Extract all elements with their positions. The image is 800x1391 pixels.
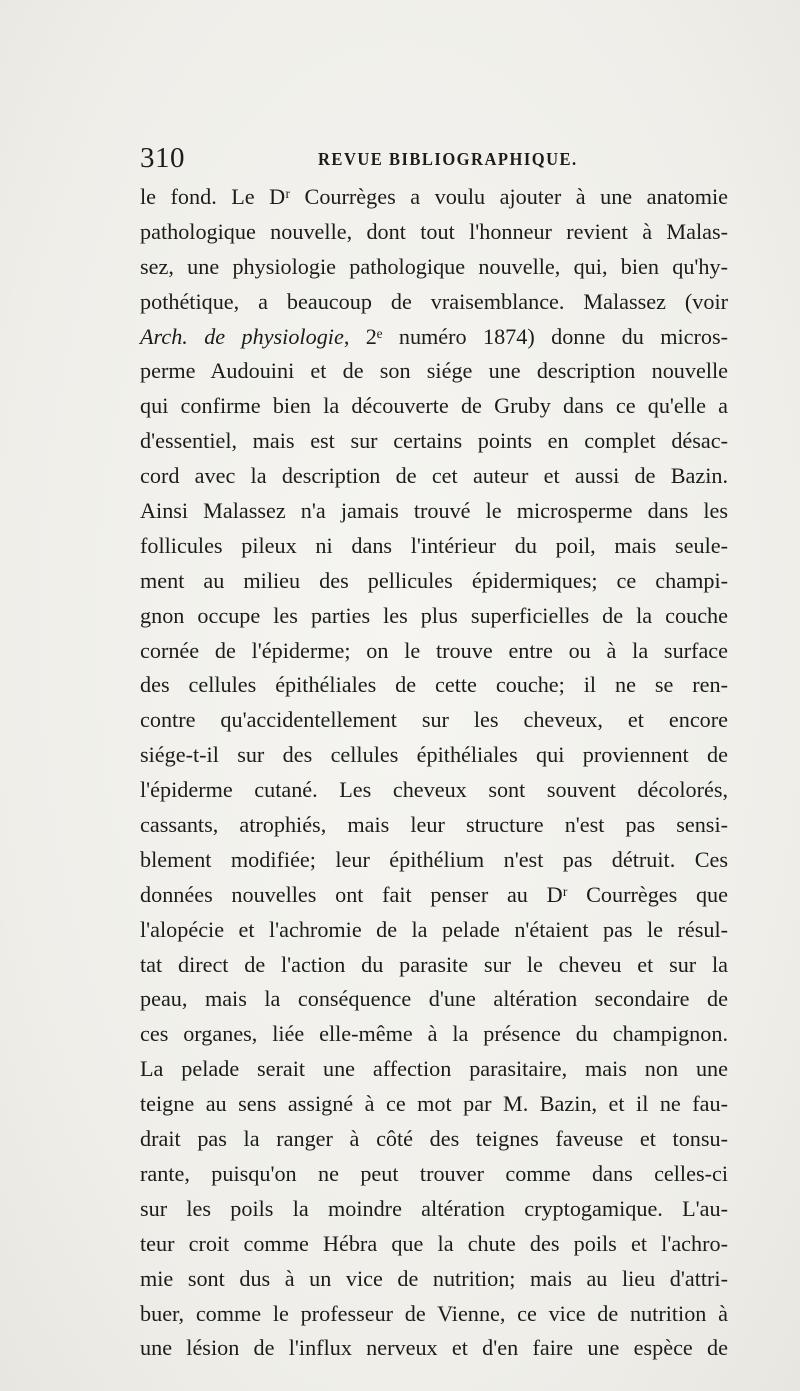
text-line: pathologique nouvelle, dont tout l'honneur revient à Malas- <box>140 218 728 244</box>
text-line: follicules pileux ni dans l'intérieur du poil, mais seule- <box>140 532 728 558</box>
text-line: peau, mais la conséquence d'une altération secondaire de <box>140 986 728 1012</box>
text-line: données nouvelles ont fait penser au Dʳ Courrèges que <box>140 881 728 907</box>
body-text <box>140 180 728 1366</box>
text-line: drait pas la ranger à côté des teignes faveuse et tonsu- <box>140 1126 728 1152</box>
text-line: buer, comme le professeur de Vienne, ce vice de nutrition à <box>140 1300 728 1326</box>
text-line: Arch. de physiologie, 2ᵉ numéro 1874) donne du micros- <box>140 323 728 349</box>
text-line: cornée de l'épiderme; on le trouve entre ou à la surface <box>140 637 728 663</box>
text-line: La pelade serait une affection parasitaire, mais non une <box>140 1056 728 1082</box>
text-line: contre qu'accidentellement sur les cheveux, et encore <box>140 707 728 733</box>
text-line: l'alopécie et l'achromie de la pelade n'étaient pas le résul- <box>140 916 728 942</box>
text-line: mie sont dus à un vice de nutrition; mais au lieu d'attri- <box>140 1265 728 1291</box>
running-title: REVUE BIBLIOGRAPHIQUE. <box>318 149 578 169</box>
text-line: cord avec la description de cet auteur et aussi de Bazin. <box>140 463 728 489</box>
text-line: sez, une physiologie pathologique nouvelle, qui, bien qu'hy- <box>140 253 728 279</box>
text-line: cassants, atrophiés, mais leur structure n'est pas sensi- <box>140 812 728 838</box>
text-line: le fond. Le Dʳ Courrèges a voulu ajouter à une anatomie <box>140 184 728 209</box>
text-line: des cellules épithéliales de cette couche; il ne se ren- <box>140 672 728 698</box>
text-line: Ainsi Malassez n'a jamais trouvé le microsperme dans les <box>140 498 728 524</box>
text-line: ces organes, liée elle-même à la présence du champignon. <box>140 1021 728 1047</box>
text-line: pothétique, a beaucoup de vraisemblance. Malassez (voir <box>140 288 728 314</box>
text-line: ment au milieu des pellicules épidermiques; ce champi- <box>140 567 728 593</box>
text-line: sur les poils la moindre altération cryptogamique. L'au- <box>140 1195 728 1221</box>
text-line: d'essentiel, mais est sur certains points en complet désac- <box>140 428 728 454</box>
text-line: rante, puisqu'on ne peut trouver comme dans celles-ci <box>140 1160 728 1186</box>
text-line: gnon occupe les parties les plus superficielles de la couche <box>140 602 728 628</box>
text-line: perme Audouini et de son siége une description nouvelle <box>140 358 728 384</box>
text-line: siége-t-il sur des cellules épithéliales qui proviennent de <box>140 742 728 768</box>
text-line: teur croit comme Hébra que la chute des poils et l'achro- <box>140 1230 728 1256</box>
text-line: qui confirme bien la découverte de Gruby dans ce qu'elle a <box>140 393 728 419</box>
text-line: blement modifiée; leur épithélium n'est pas détruit. Ces <box>140 846 728 872</box>
text-line: une lésion de l'influx nerveux et d'en faire une espèce de <box>140 1335 728 1361</box>
page-header <box>140 140 730 176</box>
text-line: l'épiderme cutané. Les cheveux sont souvent décolorés, <box>140 777 728 803</box>
text-line: teigne au sens assigné à ce mot par M. Bazin, et il ne fau- <box>140 1091 728 1117</box>
page-number: 310 <box>140 142 185 174</box>
text-line: tat direct de l'action du parasite sur le cheveu et sur la <box>140 951 728 977</box>
